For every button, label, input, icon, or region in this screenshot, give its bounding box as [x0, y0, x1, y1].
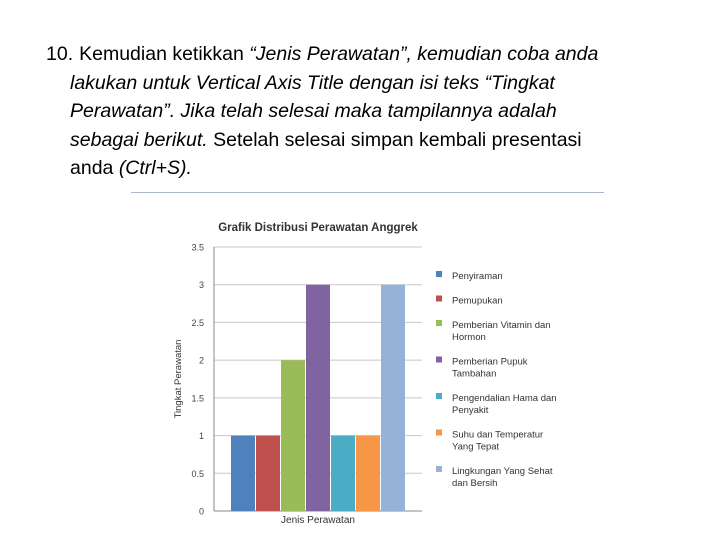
bar [281, 360, 305, 511]
paragraph-line [46, 126, 672, 155]
legend-label: Pemberian Pupuk [452, 356, 528, 368]
y-tick-label: 1.5 [191, 393, 204, 404]
paragraph-line [46, 97, 672, 126]
legend-swatch [436, 296, 442, 302]
legend-swatch [436, 271, 442, 277]
legend-swatch [436, 320, 442, 326]
instruction-paragraph [46, 40, 672, 183]
chart-title: Grafik Distribusi Perawatan Anggrek [218, 222, 418, 234]
paragraph-text-segment: Setelah selesai simpan kembali presentasi [207, 128, 582, 151]
paragraph-text-segment: (Ctrl+S). [118, 157, 192, 179]
legend-swatch [436, 430, 442, 436]
x-axis-title: Jenis Perawatan [281, 515, 355, 526]
divider-line [131, 192, 604, 193]
bar-chart [158, 210, 598, 530]
legend-swatch [436, 393, 442, 399]
bar [256, 436, 280, 511]
paragraph-line [46, 40, 672, 69]
legend-label: Suhu dan Temperatur [452, 429, 544, 441]
legend-label: Pemberian Vitamin dan [452, 320, 551, 331]
bar [231, 436, 255, 511]
legend-label: Yang Tepat [452, 441, 500, 453]
y-tick-label: 2 [198, 355, 204, 366]
paragraph-text-segment: lakukan untuk Vertical Axis Title dengan isi teks “Tingkat [70, 71, 555, 94]
legend-swatch [436, 466, 442, 472]
y-tick-label: 1 [198, 431, 204, 442]
paragraph-text-segment: sebagai berikut. [70, 128, 208, 151]
bar [306, 285, 330, 511]
legend-label: Pemupukan [452, 295, 503, 307]
paragraph-text-segment: “Jenis Perawatan”, kemudian coba anda [249, 43, 599, 65]
bar [331, 436, 355, 511]
y-axis-title: Tingkat Perawatan [173, 339, 184, 419]
step-number: 10. [46, 43, 74, 65]
y-tick-label: 0.5 [191, 468, 204, 479]
legend-label: Hormon [452, 332, 486, 343]
legend-label: Penyakit [452, 405, 489, 416]
paragraph-text-segment: Perawatan”. Jika telah selesai maka tampilannya adalah [70, 100, 557, 122]
y-tick-label: 3 [198, 280, 204, 291]
y-tick-label: 2.5 [191, 317, 204, 328]
legend-swatch [436, 357, 442, 363]
y-tick-label: 3.5 [191, 242, 204, 253]
legend-label: Tambahan [452, 368, 497, 380]
paragraph-line [46, 154, 672, 183]
paragraph-line [46, 69, 672, 98]
y-tick-label: 0 [198, 506, 204, 517]
paragraph-text-segment: Kemudian ketikkan [79, 43, 250, 65]
legend-label: Penyiraman [452, 271, 503, 282]
bar [381, 285, 405, 511]
paragraph-text-segment: anda [70, 157, 119, 179]
bar [356, 436, 380, 511]
legend-label: Lingkungan Yang Sehat [452, 466, 553, 477]
legend-label: Pengendalian Hama dan [452, 393, 557, 404]
legend-label: dan Bersih [452, 478, 498, 489]
